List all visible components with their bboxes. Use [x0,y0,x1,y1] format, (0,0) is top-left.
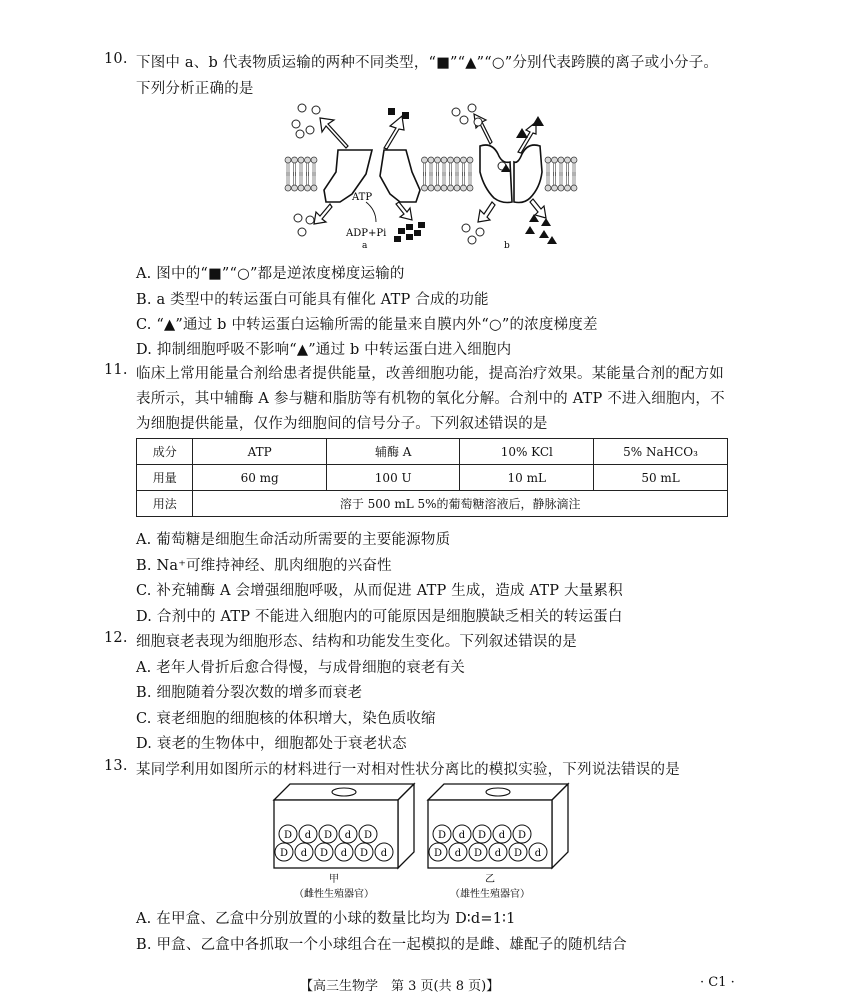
q13-number: 13. [104,758,128,774]
type-b-label: b [504,241,510,250]
q11-stem-line3: 为细胞提供能量，仅作为细胞间的信号分子。下列叙述错误的是 [136,416,548,432]
table-cell: 成分 [137,439,193,465]
q10-option-a: A. 图中的“■”“○”都是逆浓度梯度运输的 [136,266,405,282]
table-cell: 10 mL [460,465,594,491]
ball-label: D [477,830,487,841]
q13-option-b: B. 甲盒、乙盒中各抓取一个小球组合在一起模拟的是雌、雄配子的随机结合 [136,937,627,953]
q10-option-b: B. a 类型中的转运蛋白可能具有催化 ATP 合成的功能 [136,292,489,308]
q11-option-b: B. Na⁺可维持神经、肌肉细胞的兴奋性 [136,558,392,574]
ball-label: D [359,848,369,859]
table-cell: 溶于 500 mL 5%的葡萄糖溶液后，静脉滴注 [193,491,728,517]
ball-label: d [458,830,466,841]
type-a-label: a [362,241,368,250]
table-cell: 60 mg [193,465,327,491]
q13-option-a: A. 在甲盒、乙盒中分别放置的小球的数量比均为 D∶d=1∶1 [136,911,516,927]
q10-stem-line2: 下列分析正确的是 [136,81,254,97]
q11-option-c: C. 补充辅酶 A 会增强细胞呼吸，从而促进 ATP 生成，造成 ATP 大量累积 [136,583,623,599]
ball-label: d [344,830,352,841]
carrier-protein-b [480,145,542,203]
q12-number: 12. [104,630,128,646]
box-yi-name: 乙 [485,874,495,885]
ball-label: D [319,848,329,859]
table-cell: 辅酶 A [326,439,460,465]
ball-box-figure [270,782,570,904]
q11-stem-line1: 临床上常用能量合剂给患者提供能量，改善细胞功能，提高治疗效果。某能量合剂的配方如 [136,366,724,382]
q12-option-a: A. 老年人骨折后愈合得慢，与成骨细胞的衰老有关 [136,660,465,676]
ball-label: D [473,848,483,859]
ball-label: D [437,830,447,841]
q11-number: 11. [104,362,128,378]
q13-stem: 某同学利用如图所示的材料进行一对相对性状分离比的模拟实验，下列说法错误的是 [136,762,680,778]
table-cell: 用量 [137,465,193,491]
ball-label: d [498,830,506,841]
ball-label: d [454,848,462,859]
ball-label: D [323,830,333,841]
ball-label: d [340,848,348,859]
table-cell: ATP [193,439,327,465]
ball-label: d [304,830,312,841]
box-jia-caption: （雌性生殖器官） [294,889,374,900]
footer-code: · C1 · [700,975,735,990]
table-cell: 5% NaHCO₃ [594,439,728,465]
q11-stem-line2: 表所示，其中辅酶 A 参与糖和脂肪等有机物的氧化分解。合剂中的 ATP 不进入细胞内，不 [136,391,725,407]
table-row [137,491,728,517]
q12-option-d: D. 衰老的生物体中，细胞都处于衰老状态 [136,736,407,752]
q11-option-d: D. 合剂中的 ATP 不能进入细胞内的可能原因是细胞膜缺乏相关的转运蛋白 [136,609,623,625]
q11-option-a: A. 葡萄糖是细胞生命活动所需要的主要能源物质 [136,532,451,548]
ball-label: D [279,848,289,859]
q12-stem: 细胞衰老表现为细胞形态、结构和功能发生变化。下列叙述错误的是 [136,634,577,650]
table-cell: 用法 [137,491,193,517]
ball-label: D [517,830,527,841]
table-cell: 100 U [326,465,460,491]
ball-label: d [380,848,388,859]
table-row [137,465,728,491]
q10-option-c: C. “▲”通过 b 中转运蛋白运输所需的能量来自膜内外“○”的浓度梯度差 [136,317,598,333]
energy-mixture-table [136,438,728,517]
q10-stem-line1: 下图中 a、b 代表物质运输的两种不同类型，“■”“▲”“○”分别代表跨膜的离子或小分子。 [136,55,719,71]
box-jia-name: 甲 [329,874,339,885]
box-yi-caption: （雄性生殖器官） [450,889,530,900]
ball-label: D [433,848,443,859]
box-jia [274,784,414,868]
q12-option-b: B. 细胞随着分裂次数的增多而衰老 [136,685,363,701]
atp-label: ATP [352,192,373,203]
table-cell: 50 mL [594,465,728,491]
table-row [137,439,728,465]
ball-label: d [300,848,308,859]
ball-label: D [513,848,523,859]
q10-option-d: D. 抑制细胞呼吸不影响“▲”通过 b 中转运蛋白进入细胞内 [136,342,512,358]
ball-label: d [534,848,542,859]
adp-label: ADP+Pi [346,228,387,239]
ball-label: D [283,830,293,841]
ball-label: D [363,830,373,841]
membrane-transport-figure [280,102,580,250]
ball-label: d [494,848,502,859]
q12-option-c: C. 衰老细胞的细胞核的体积增大，染色质收缩 [136,711,436,727]
table-cell: 10% KCl [460,439,594,465]
box-yi [428,784,568,868]
footer-page-info: 【高三生物学 第 3 页(共 8 页)】 [300,979,500,994]
q10-number: 10. [104,51,128,67]
